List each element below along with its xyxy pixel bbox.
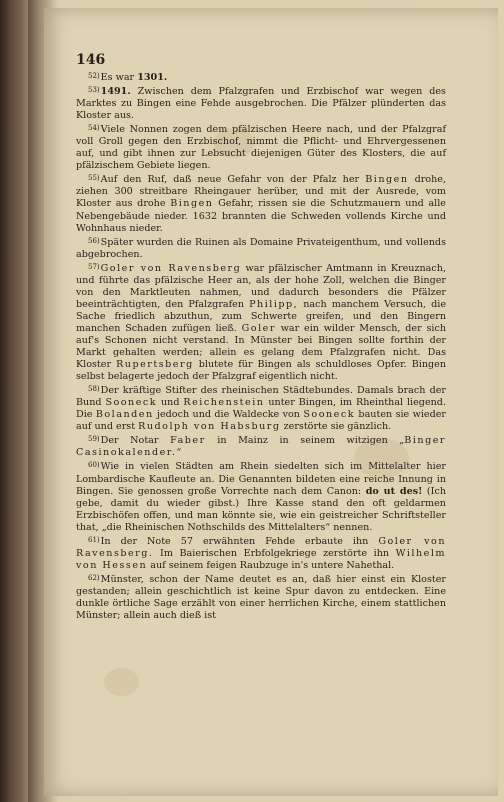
spaced-name: Sooneck bbox=[303, 409, 356, 421]
footnote-text: Auf den Ruf, daß neue Gefahr von der Pfalz her bbox=[100, 174, 366, 186]
bold-text: 1491. bbox=[100, 86, 131, 98]
footnote-text: in Mainz in seinem witzigen „ bbox=[205, 435, 405, 447]
footnote-number: 61) bbox=[88, 535, 100, 544]
spaced-name: Goler von Ravensberg bbox=[100, 262, 242, 274]
footnote-n60 bbox=[76, 459, 446, 533]
footnote-text: bauten sie wieder auf und erst bbox=[76, 409, 446, 433]
spaced-name: Faber bbox=[170, 435, 206, 447]
footnote-n53 bbox=[76, 84, 446, 122]
bold-text: do ut des! bbox=[365, 485, 423, 497]
spaced-name: Binger Casinokalender. bbox=[76, 435, 446, 459]
footnote-text: drohe, ziehen 300 streitbare Rheingauer herüber, und mit der Ausrede, vom Kloster aus drohe bbox=[76, 174, 446, 210]
footnote-n62 bbox=[76, 572, 446, 622]
footnote-text: war pfälzischer Amtmann in Kreuznach, und führte das pfälzische Heer an, als der hohe Zoll, welchen die Binger von den Marktleuten nahmen, und dadurch besonders die Pfälzer beeinträchtigten, den Pfalzgrafen bbox=[76, 262, 447, 310]
footnote-number: 54) bbox=[88, 124, 100, 133]
footnote-text: Gefahr, rissen sie die Schutzmauern und alle Nebengebäude nieder. 1632 brannten die Schweden vollends Kirche und Wohnhaus nieder. bbox=[76, 198, 446, 234]
footnote-text: Es war bbox=[100, 72, 138, 83]
footnote-number: 59) bbox=[88, 435, 100, 444]
page-number: 146 bbox=[76, 52, 106, 68]
footnote-text: Der Notar bbox=[100, 435, 171, 447]
spaced-name: Goler von Ravensberg. bbox=[76, 535, 446, 559]
footnote-text: Zwischen dem Pfalzgrafen und Erzbischof war wegen des Marktes zu Bingen eine Fehde ausgebrochen. Die Pfälzer plünderten das Kloster aus. bbox=[76, 86, 446, 122]
footnote-number: 56) bbox=[88, 236, 100, 245]
footnote-n59 bbox=[76, 433, 446, 459]
footnote-text: Münster, schon der Name deutet es an, daß hier einst ein Kloster gestanden; allein geschichtlich ist keine Spur davon zu entdecken. Eine dunkle örtliche Sage erzählt von einer herrlichen Kirche, einem stattlichen Münster; allein auch dieß ist bbox=[76, 573, 446, 622]
bold-text: 1301. bbox=[137, 72, 168, 83]
paper-stain bbox=[104, 668, 139, 696]
footnotes-block bbox=[76, 70, 446, 622]
spaced-name: Rupertsberg bbox=[116, 359, 194, 371]
footnote-text: (Ich gebe, damit du wieder gibst.) Ihre Kasse stand den oft geldarmen Erzbischöfen offen, und man könnte sie, wie ein geistreicher Schriftsteller that, „die Rheinischen Nothschilds des Mittelalters“ nennen. bbox=[76, 485, 446, 533]
footnote-number: 55) bbox=[88, 174, 100, 183]
footnote-text: jedoch und die Waldecke von bbox=[153, 409, 304, 421]
spaced-name: Rudolph von Habsburg bbox=[138, 421, 281, 433]
spaced-name: Philipp, bbox=[249, 298, 299, 310]
footnote-n57 bbox=[76, 261, 446, 383]
footnote-n55 bbox=[76, 172, 446, 234]
spaced-name: Sooneck bbox=[105, 397, 158, 409]
footnote-number: 52) bbox=[88, 72, 100, 80]
spaced-name: Wilhelm von Hessen bbox=[76, 547, 446, 571]
footnote-text: Später wurden die Ruinen als Domaine Privateigenthum, und vollends abgebrochen. bbox=[76, 236, 446, 260]
footnote-number: 58) bbox=[88, 385, 100, 394]
footnote-text: Der kräftige Stifter des rheinischen Städtebundes. Damals brach der Bund bbox=[76, 385, 446, 409]
footnote-text: unter Bingen, im Rheinthal liegend. Die bbox=[76, 397, 446, 421]
footnote-n56 bbox=[76, 235, 446, 261]
footnote-number: 62) bbox=[88, 573, 100, 582]
footnote-text: “ bbox=[176, 447, 182, 459]
spaced-name: Bolanden bbox=[95, 409, 154, 421]
footnote-number: 60) bbox=[88, 461, 100, 470]
footnote-n58 bbox=[76, 383, 446, 433]
footnote-number: 57) bbox=[88, 262, 100, 271]
footnote-text: Wie in vielen Städten am Rhein siedelten sich im Mittelalter hier Lombardische Kaufleute an. Die Genannten bildeten eine reiche Innung in Bingen. Sie genossen große Vorrechte nach dem Canon: bbox=[76, 461, 446, 497]
footnote-text: und bbox=[157, 397, 184, 409]
footnote-text: zerstörte sie gänzlich. bbox=[280, 421, 392, 433]
footnote-n61 bbox=[76, 534, 446, 572]
spaced-name: Bingen bbox=[365, 174, 409, 186]
footnote-text: Im Baierischen Erbfolgekriege zerstörte ihn bbox=[153, 547, 396, 559]
spaced-name: Bingen bbox=[170, 198, 214, 210]
footnote-text: blutete für Bingen als schuldloses Opfer. Bingen selbst belagerte jedoch der Pfalzgraf eigentlich nicht. bbox=[76, 359, 446, 383]
footnote-text: In der Note 57 erwähnten Fehde erbaute ihn bbox=[100, 535, 379, 547]
footnote-text: auf seinem feigen Raubzuge in's untere Nahethal. bbox=[147, 559, 395, 571]
footnote-number: 53) bbox=[88, 86, 100, 95]
footnote-n54 bbox=[76, 122, 446, 172]
footnote-n52 bbox=[76, 70, 446, 84]
spaced-name: Reichenstein bbox=[183, 397, 265, 409]
spaced-name: Goler bbox=[241, 322, 276, 334]
footnote-text: Viele Nonnen zogen dem pfälzischen Heere nach, und der Pfalzgraf voll Groll gegen den Erzbischof, nimmt die Pflicht- und Ehrvergessenen auf, und gibt ihnen zur Lebsucht diejenigen Güter des Klosters, die auf pfälzischem Gebiete liegen. bbox=[76, 124, 446, 172]
footnote-text: nach manchem Versuch, die Sache friedlich abzuthun, zum Schwerte greifen, und den Bingern manchen Schaden zufügen ließ. bbox=[76, 298, 446, 334]
footnote-text: war ein wilder Mensch, der sich auf's Schonen nicht verstand. In Münster bei Bingen sollte forthin der Markt gehalten werden; allein es gelang dem Pfalzgrafen nicht. Das Kloster bbox=[76, 322, 446, 371]
